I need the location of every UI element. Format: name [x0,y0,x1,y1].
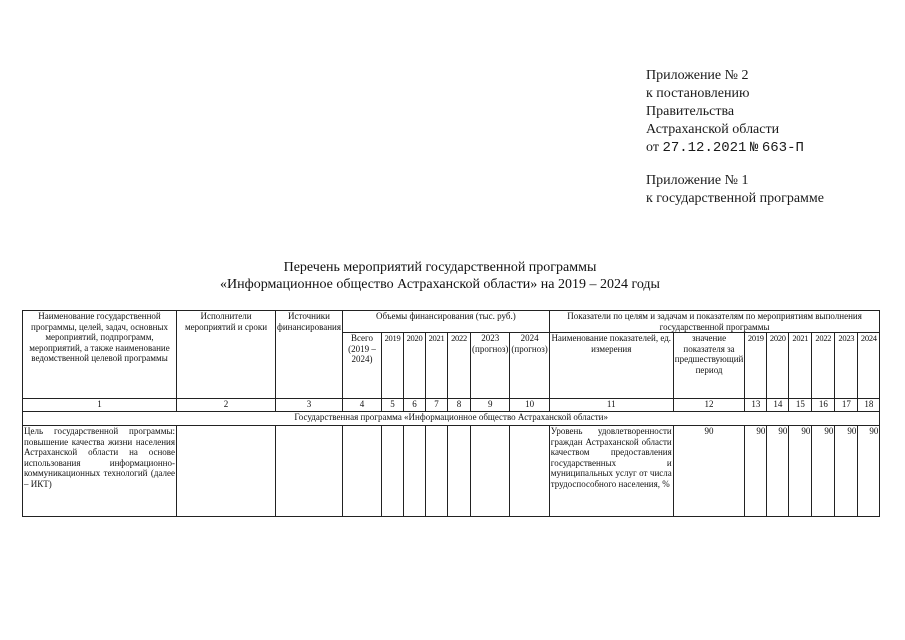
indicator-2023-cell: 90 [835,426,858,517]
program-measures-table [22,310,880,517]
section-title: Государственная программа «Информационное общество Астраханской области» [23,412,880,426]
indicator-2021-cell: 90 [789,426,812,517]
year-2021-cell [426,426,448,517]
executors-cell [177,426,276,517]
header-total: Всего (2019 – 2024) [343,333,382,399]
column-number: 12 [673,399,745,412]
appendix-1-line: к государственной программе [646,191,824,206]
appendix-2-date-line [646,139,896,157]
column-number: 15 [789,399,812,412]
column-number: 17 [835,399,858,412]
column-number: 13 [745,399,767,412]
table-row [23,426,880,517]
appendix-1-block [646,172,896,208]
title-line-1: Перечень мероприятий государственной программы [283,260,597,275]
header-indicator-prev-value: значение показателя за предшествующий период [673,333,745,399]
date-value: 27.12.2021 [662,140,747,156]
header-funding-sources: Источники финансирования [276,311,343,399]
header-indicator-name: Наименование показателей, ед. измерения [549,333,673,399]
header-year-2019: 2019 [382,333,404,399]
year-2023-cell [471,426,510,517]
indicator-2024-cell: 90 [858,426,880,517]
header-financing-volumes: Объемы финансирования (тыс. руб.) [343,311,550,333]
column-number: 1 [23,399,177,412]
header-executors: Исполнители мероприятий и сроки [177,311,276,399]
appendix-2-line: Астраханской области [646,122,780,137]
header-ind-year-2024: 2024 [858,333,880,399]
appendix-2-line: к постановлению [646,86,750,101]
year-2024-cell [510,426,549,517]
indicator-prev-value-cell: 90 [673,426,745,517]
indicator-2020-cell: 90 [767,426,789,517]
document-title [140,259,740,293]
indicator-name-cell: Уровень удовлетворенности граждан Астраханской области качеством предоставления государственных и муниципальных услуг от числа трудоспособного населения, % [549,426,673,517]
header-indicators: Показатели по целям и задачам и показателям по мероприятиям выполнения государственной программы [549,311,880,333]
header-ind-year-2020: 2020 [767,333,789,399]
year-2020-cell [404,426,426,517]
section-row [23,412,880,426]
column-number: 16 [812,399,835,412]
column-number: 14 [767,399,789,412]
column-numbers-row [23,399,880,412]
column-number: 9 [471,399,510,412]
column-number: 7 [426,399,448,412]
column-number: 6 [404,399,426,412]
appendix-2-block [646,67,896,157]
year-2019-cell [382,426,404,517]
number-sign: № [749,140,759,156]
header-year-2022: 2022 [448,333,471,399]
header-program-name: Наименование государственной программы, целей, задач, основных мероприятий, подпрограмм, мероприятий, а также наименование ведомственной целевой программы [23,311,177,399]
column-number: 4 [343,399,382,412]
title-line-2: «Информационное общество Астраханской области» на 2019 – 2024 годы [220,277,660,292]
number-value: 663-П [761,140,804,156]
column-number: 5 [382,399,404,412]
funding-source-cell [276,426,343,517]
column-number: 2 [177,399,276,412]
column-number: 11 [549,399,673,412]
header-year-2023: 2023 (прогноз) [471,333,510,399]
year-2022-cell [448,426,471,517]
header-ind-year-2021: 2021 [789,333,812,399]
indicator-2022-cell: 90 [812,426,835,517]
header-year-2021: 2021 [426,333,448,399]
header-year-2020: 2020 [404,333,426,399]
header-year-2024: 2024 (прогноз) [510,333,549,399]
goal-name-cell: Цель государственной программы: повышение качества жизни населения Астраханской области на основе использования информационно-коммуникационных технологий (далее – ИКТ) [23,426,177,517]
date-prefix: от [646,140,659,155]
appendix-2-line: Приложение № 2 [646,68,749,83]
column-number: 10 [510,399,549,412]
column-number: 8 [448,399,471,412]
appendix-2-line: Правительства [646,104,735,119]
appendix-1-line: Приложение № 1 [646,173,749,188]
column-number: 18 [858,399,880,412]
header-ind-year-2022: 2022 [812,333,835,399]
header-row-1 [23,311,880,333]
column-number: 3 [276,399,343,412]
header-ind-year-2023: 2023 [835,333,858,399]
indicator-2019-cell: 90 [745,426,767,517]
header-ind-year-2019: 2019 [745,333,767,399]
total-cell [343,426,382,517]
